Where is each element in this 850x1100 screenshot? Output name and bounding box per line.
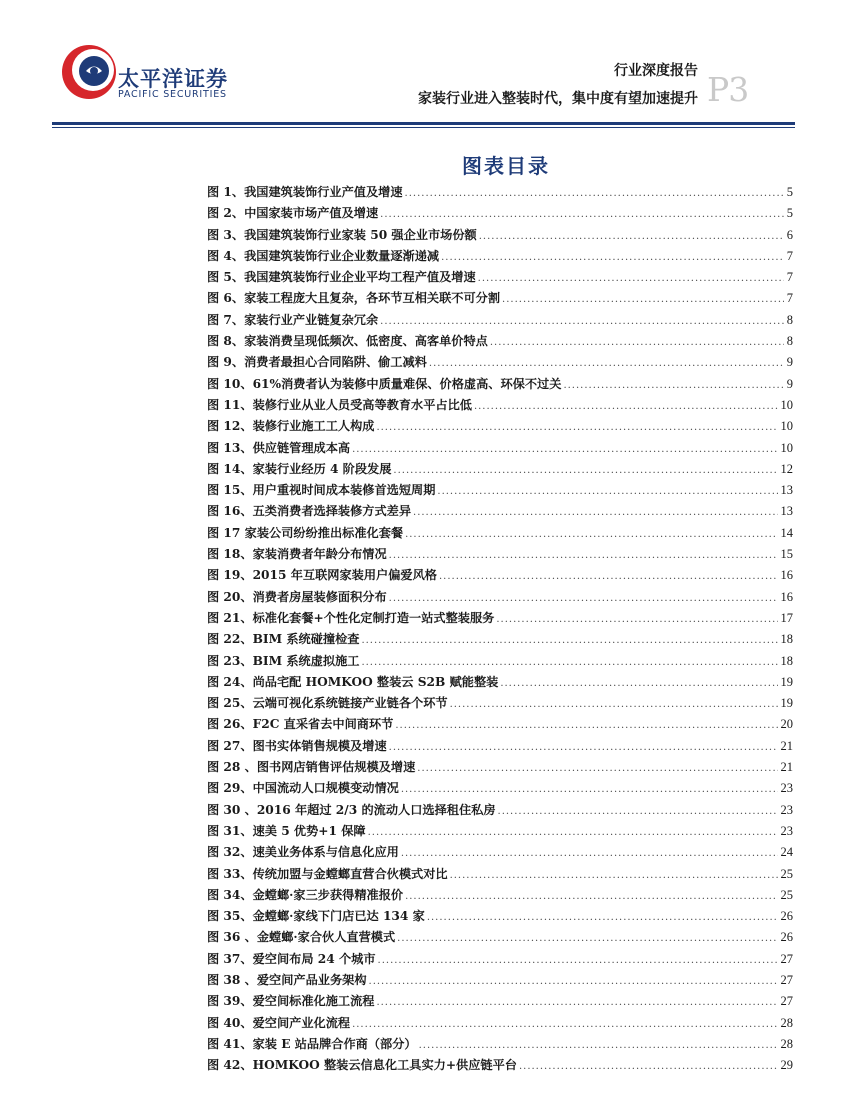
toc-leader-dots [405,183,784,204]
toc-leader-dots [352,439,777,460]
toc-entry[interactable] [207,757,793,778]
toc-entry[interactable] [207,672,793,693]
toc-leader-dots [389,737,778,758]
toc-leader-dots [439,566,778,587]
toc-entry-page: 24 [780,845,793,860]
toc-entry[interactable] [207,565,793,586]
toc-entry[interactable] [207,885,793,906]
toc-entry-title: 图 39、爱空间标准化施工流程 [207,994,375,1009]
toc-entry-page: 10 [780,440,793,455]
toc-entry[interactable] [207,352,793,373]
toc-entry-title: 图 41、家装 E 站品牌合作商（部分） [207,1036,417,1051]
toc-entry-page: 28 [780,1036,793,1051]
toc-entry-page: 21 [780,738,793,753]
toc-entry[interactable] [207,629,793,650]
toc-leader-dots [437,481,777,502]
toc-entry-title: 图 25、云端可视化系统链接产业链各个环节 [207,696,448,711]
toc-entry-page: 7 [786,291,793,306]
toc-entry[interactable] [207,991,793,1012]
toc-entry[interactable] [207,800,793,821]
toc-entry[interactable] [207,246,793,267]
toc-entry-page: 23 [780,802,793,817]
toc-leader-dots [380,204,784,225]
toc-entry-page: 27 [780,972,793,987]
toc-leader-dots [376,417,777,438]
toc-entry-title: 图 42、HOMKOO 整装云信息化工具实力+供应链平台 [207,1058,517,1073]
toc-entry-page: 14 [780,525,793,540]
toc-entry[interactable] [207,906,793,927]
pacific-securities-logo-icon [56,40,118,102]
toc-entry-page: 27 [780,994,793,1009]
toc-entry-title: 图 28 、图书网店销售评估规模及增速 [207,760,416,775]
toc-entry-title: 图 17 家装公司纷纷推出标准化套餐 [207,525,404,540]
toc-entry-page: 12 [780,461,793,476]
toc-entry[interactable] [207,693,793,714]
toc-leader-dots [427,907,778,928]
toc-leader-dots [361,630,777,651]
toc-entry-title: 图 7、家装行业产业链复杂冗余 [207,312,379,327]
toc-leader-dots [397,928,777,949]
toc-entry[interactable] [207,203,793,224]
report-type: 行业深度报告 [614,63,698,79]
toc-leader-dots [419,1035,778,1056]
toc-entry[interactable] [207,523,793,544]
toc-entry[interactable] [207,374,793,395]
toc-leader-dots [389,588,778,609]
toc-entry-page: 9 [786,376,793,391]
toc-entry[interactable] [207,970,793,991]
toc-entry-page: 7 [786,248,793,263]
toc-leader-dots [498,801,778,822]
toc-leader-dots [352,1014,777,1035]
toc-entry-page: 5 [786,206,793,221]
toc-entry[interactable] [207,416,793,437]
toc-entry-title: 图 21、标准化套餐+个性化定制打造一站式整装服务 [207,610,495,625]
toc-entry-title: 图 40、爱空间产业化流程 [207,1015,351,1030]
toc-entry[interactable] [207,331,793,352]
toc-entry-title: 图 24、尚品宅配 HOMKOO 整装云 S2B 赋能整装 [207,674,499,689]
toc-entry[interactable] [207,288,793,309]
toc-entry[interactable] [207,395,793,416]
toc-entry-title: 图 5、我国建筑装饰行业企业平均工程产值及增速 [207,270,476,285]
toc-entry-title: 图 32、速美业务体系与信息化应用 [207,845,399,860]
toc-entry-page: 23 [780,781,793,796]
toc-entry[interactable] [207,842,793,863]
toc-leader-dots [496,609,777,630]
toc-entry-title: 图 1、我国建筑装饰行业产值及增速 [207,185,403,199]
toc-entry-page: 10 [780,397,793,412]
toc-entry-page: 15 [780,547,793,562]
toc-entry-page: 26 [780,909,793,924]
toc-entry-page: 10 [780,419,793,434]
toc-entry-page: 23 [780,823,793,838]
toc-entry-page: 21 [780,760,793,775]
toc-entry-page: 8 [786,334,793,349]
toc-entry-title: 图 6、家装工程庞大且复杂，各环节互相关联不可分割 [207,291,501,306]
toc-entry-page: 6 [786,227,793,242]
toc-entry-title: 图 4、我国建筑装饰行业企业数量逐渐递减 [207,248,440,263]
toc-leader-dots [395,715,777,736]
header-divider [52,122,795,125]
toc-entry-title: 图 38 、爱空间产品业务架构 [207,972,367,987]
toc-entry-page: 17 [780,610,793,625]
toc-entry[interactable] [207,864,793,885]
toc-entry-title: 图 22、BIM 系统碰撞检查 [207,632,360,647]
toc-entry-title: 图 10、61%消费者认为装修中质量难保、价格虚高、环保不过关 [207,376,562,391]
toc-leader-dots [502,289,784,310]
toc-leader-dots [563,375,783,396]
toc-entry[interactable] [207,651,793,672]
toc-entry-title: 图 16、五类消费者选择装修方式差异 [207,504,412,519]
toc-entry[interactable] [207,182,793,203]
toc-leader-dots [500,673,777,694]
toc-entry-title: 图 33、传统加盟与金螳螂直营合伙模式对比 [207,866,448,881]
toc-entry-page: 16 [780,589,793,604]
toc-entry-page: 5 [786,185,793,199]
toc-entry[interactable] [207,949,793,970]
toc-leader-dots [474,396,778,417]
toc-entry-title: 图 15、用户重视时间成本装修首选短周期 [207,483,436,498]
toc-title: 图表目录 [462,154,550,178]
toc-entry-title: 图 26、F2C 直采省去中间商环节 [207,717,394,732]
toc-entry-page: 18 [780,653,793,668]
toc-entry[interactable] [207,1055,793,1076]
toc-leader-dots [401,843,778,864]
toc-entry-page: 13 [780,483,793,498]
toc-entry-title: 图 31、速美 5 优势+1 保障 [207,823,366,838]
toc-entry[interactable] [207,608,793,629]
toc-entry-title: 图 27、图书实体销售规模及增速 [207,738,387,753]
toc-leader-dots [441,247,784,268]
toc-leader-dots [450,865,778,886]
toc-entry[interactable] [207,225,793,246]
page-header [0,0,850,130]
toc-entry-page: 18 [780,632,793,647]
toc-leader-dots [479,226,784,247]
toc-leader-dots [368,822,778,843]
toc-entry-page: 27 [780,951,793,966]
report-subtitle: 家装行业进入整装时代，集中度有望加速提升 [418,91,698,107]
toc-entry-title: 图 30 、2016 年超过 2/3 的流动人口选择租住私房 [207,802,496,817]
toc-entry[interactable] [207,480,793,501]
toc-entry-title: 图 20、消费者房屋装修面积分布 [207,589,387,604]
toc-entry[interactable] [207,714,793,735]
brand-name-en: PACIFIC SECURITIES [118,89,227,100]
header-divider-thin [52,127,795,128]
toc-entry-title: 图 29、中国流动人口规模变动情况 [207,781,399,796]
toc-leader-dots [393,460,777,481]
toc-entry-page: 9 [786,355,793,370]
toc-entry-title: 图 14、家装行业经历 4 阶段发展 [207,461,392,476]
figure-toc-list [207,182,793,1076]
toc-leader-dots [405,886,777,907]
toc-entry-title: 图 36 、金螳螂·家合伙人直营模式 [207,930,396,945]
toc-entry[interactable] [207,544,793,565]
toc-leader-dots [361,652,777,673]
toc-leader-dots [380,311,784,332]
toc-leader-dots [429,353,784,374]
toc-entry-title: 图 9、消费者最担心合同陷阱、偷工减料 [207,355,427,370]
toc-entry[interactable] [207,267,793,288]
brand-name-cn: 太平洋证券 [118,67,228,91]
toc-leader-dots [369,971,778,992]
toc-entry-title: 图 12、装修行业施工工人构成 [207,419,375,434]
toc-entry[interactable] [207,1034,793,1055]
toc-entry-page: 25 [780,887,793,902]
toc-entry[interactable] [207,310,793,331]
toc-entry[interactable] [207,1013,793,1034]
page-number: P3 [707,70,749,109]
toc-entry-title: 图 19、2015 年互联网家装用户偏爱风格 [207,568,437,583]
toc-entry-title: 图 18、家装消费者年龄分布情况 [207,547,387,562]
toc-entry-title: 图 35、金螳螂·家线下门店已达 134 家 [207,909,425,924]
toc-entry[interactable] [207,927,793,948]
toc-leader-dots [519,1056,778,1077]
toc-entry[interactable] [207,501,793,522]
toc-entry-page: 25 [780,866,793,881]
toc-entry-title: 图 13、供应链管理成本高 [207,440,351,455]
toc-entry-page: 7 [786,270,793,285]
toc-entry-page: 28 [780,1015,793,1030]
toc-leader-dots [450,694,778,715]
toc-leader-dots [389,545,778,566]
toc-leader-dots [378,950,778,971]
toc-leader-dots [401,779,778,800]
toc-entry-page: 19 [780,674,793,689]
toc-leader-dots [478,268,784,289]
toc-entry-title: 图 37、爱空间布局 24 个城市 [207,951,376,966]
toc-entry-page: 8 [786,312,793,327]
toc-entry[interactable] [207,778,793,799]
toc-entry[interactable] [207,587,793,608]
toc-entry-page: 26 [780,930,793,945]
toc-entry-page: 16 [780,568,793,583]
toc-entry-title: 图 2、中国家装市场产值及增速 [207,206,379,221]
toc-entry-title: 图 23、BIM 系统虚拟施工 [207,653,360,668]
toc-entry-page: 20 [780,717,793,732]
toc-entry[interactable] [207,438,793,459]
toc-entry-page: 13 [780,504,793,519]
toc-entry-title: 图 3、我国建筑装饰行业家装 50 强企业市场份额 [207,227,477,242]
toc-leader-dots [376,992,777,1013]
toc-leader-dots [490,332,784,353]
toc-entry[interactable] [207,821,793,842]
toc-entry-title: 图 8、家装消费呈现低频次、低密度、高客单价特点 [207,334,488,349]
toc-entry-title: 图 34、金螳螂·家三步获得精准报价 [207,887,404,902]
toc-leader-dots [417,758,777,779]
toc-leader-dots [413,502,777,523]
toc-entry-title: 图 11、装修行业从业人员受高等教育水平占比低 [207,397,472,412]
toc-leader-dots [405,524,777,545]
toc-entry-page: 29 [780,1058,793,1073]
toc-entry-page: 19 [780,696,793,711]
toc-entry[interactable] [207,459,793,480]
toc-entry[interactable] [207,736,793,757]
